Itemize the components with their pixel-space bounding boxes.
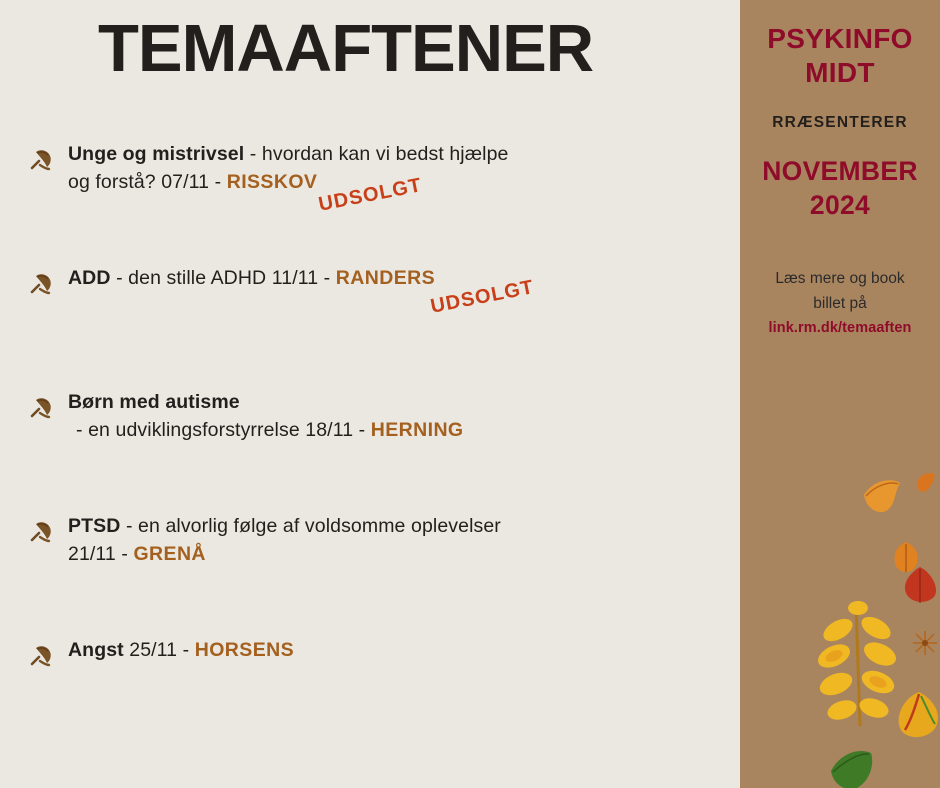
list-item	[0, 512, 740, 636]
event-list	[0, 140, 740, 760]
seed-icon	[912, 630, 938, 656]
month-label: NOVEMBER	[762, 156, 918, 186]
event-description: - den stille ADHD 11/11 -	[110, 267, 336, 289]
event-description: og forstå? 07/11 -	[68, 171, 227, 193]
event-line	[68, 264, 720, 292]
event-line	[68, 636, 720, 664]
event-line	[68, 512, 720, 540]
booking-line-2: billet på	[813, 295, 867, 312]
event-title: ADD	[68, 267, 111, 289]
list-item	[0, 388, 740, 512]
booking-line-1: Læs mere og book	[775, 270, 905, 287]
month-year	[740, 154, 940, 222]
event-description: - en alvorlig følge af voldsomme oplevelser	[120, 515, 501, 537]
leaf-icon	[895, 690, 940, 742]
brand-line-2: MIDT	[805, 57, 875, 88]
event-location: RISSKOV	[226, 171, 318, 193]
event-line	[68, 416, 720, 444]
event-line	[68, 388, 720, 416]
booking-info	[740, 266, 940, 341]
pushpin-icon	[26, 146, 56, 176]
pushpin-icon	[26, 518, 56, 548]
list-item	[0, 636, 740, 760]
pushpin-icon	[26, 270, 56, 300]
list-item	[0, 264, 740, 388]
event-location: HORSENS	[194, 639, 294, 661]
leaf-icon	[900, 565, 940, 607]
brand-line-1: PSYKINFO	[767, 23, 913, 54]
event-line	[68, 140, 720, 168]
event-title: Angst	[68, 639, 124, 661]
status-badge: UDSOLGT	[316, 174, 424, 216]
status-badge: UDSOLGT	[428, 276, 536, 318]
pushpin-icon	[26, 642, 56, 672]
brand-name	[740, 22, 940, 90]
event-location: HERNING	[370, 419, 464, 441]
event-line	[68, 540, 720, 568]
leaf-icon	[860, 475, 904, 515]
event-description: 25/11 -	[123, 639, 195, 661]
event-title: PTSD	[68, 515, 121, 537]
event-title: Børn med autisme	[68, 391, 240, 413]
poster-sidebar	[740, 0, 940, 788]
event-description: - en udviklingsforstyrrelse 18/11 -	[76, 419, 371, 441]
event-description: - hvordan kan vi bedst hjælpe	[244, 143, 509, 165]
event-location: GRENÅ	[133, 543, 206, 565]
event-title: Unge og mistrivsel	[68, 143, 245, 165]
leaf-icon	[825, 745, 879, 788]
page-title: TEMAAFTENER	[98, 11, 594, 86]
pushpin-icon	[26, 394, 56, 424]
leaf-icon	[915, 470, 937, 494]
leaf-icon	[808, 600, 904, 730]
year-label: 2024	[809, 190, 871, 220]
booking-link[interactable]: link.rm.dk/temaaften	[768, 320, 912, 336]
list-item	[0, 140, 740, 264]
presents-label: RRÆSENTERER	[772, 114, 908, 131]
event-location: RANDERS	[335, 267, 436, 289]
event-description: 21/11 -	[68, 543, 134, 565]
